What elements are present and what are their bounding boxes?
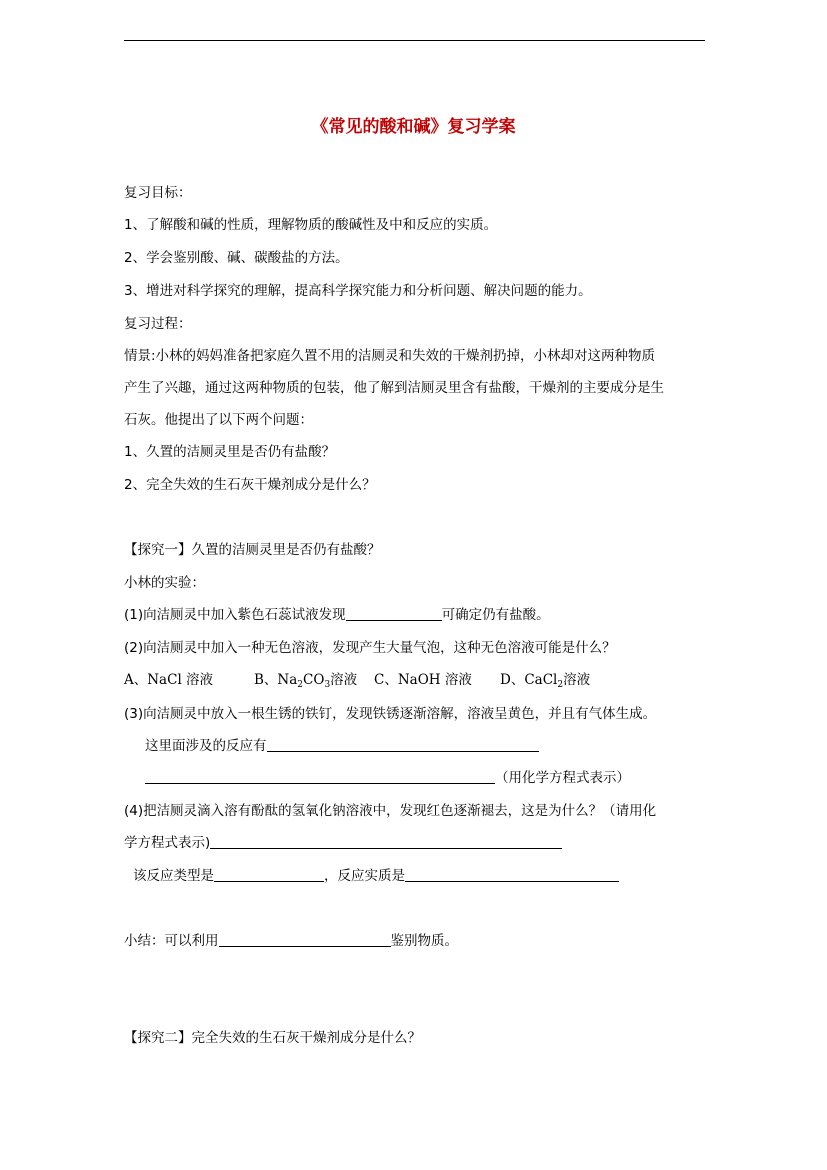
q3-reaction-label: 这里面涉及的反应有 — [145, 738, 267, 754]
summary-blank[interactable] — [219, 933, 391, 947]
q3-reaction-line-2 — [145, 768, 630, 788]
q3-line: (3)向洁厕灵中放入一根生锈的铁钉，发现铁锈逐渐溶解，溶液呈黄色，并且有气体生成。 — [124, 706, 657, 722]
summary-text-after: 鉴别物质。 — [390, 933, 458, 949]
explore1-heading: 【探究一】久置的洁厕灵里是否仍有盐酸？ — [124, 542, 381, 558]
q2-line: (2)向洁厕灵中加入一种无色溶液，发现产生大量气泡，这种无色溶液可能是什么？ — [124, 640, 616, 656]
q1-line — [124, 605, 550, 625]
scenario-line-1: 情景:小林的妈妈准备把家庭久置不用的洁厕灵和失效的干燥剂扔掉，小林却对这两种物质 — [124, 348, 656, 364]
goals-heading: 复习目标： — [124, 185, 192, 201]
option-a: A、NaCl 溶液 — [124, 672, 214, 688]
question-2: 2、完全失效的生石灰干燥剂成分是什么？ — [124, 477, 376, 493]
goal-item-1: 1、了解酸和碱的性质，理解物质的酸碱性及中和反应的实质。 — [124, 217, 498, 233]
q1-text-before: (1)向洁厕灵中加入紫色石蕊试液发现 — [124, 607, 346, 623]
process-heading: 复习过程： — [124, 316, 192, 332]
q3-reaction-line — [145, 736, 539, 756]
goal-item-2: 2、学会鉴别酸、碱、碳酸盐的方法。 — [124, 250, 349, 266]
q4-type-label: 该反应类型是 — [133, 868, 214, 884]
q4-line-1: (4)把洁厕灵滴入溶有酚酞的氢氧化钠溶液中，发现红色逐渐褪去，这是为什么？（请用化 — [124, 803, 657, 819]
goal-item-3: 3、增进对科学探究的理解，提高科学探究能力和分析问题、解决问题的能力。 — [124, 283, 592, 299]
q3-reaction-blank-2[interactable] — [145, 770, 495, 784]
q4-essence-blank[interactable] — [405, 868, 619, 882]
scenario-line-2: 产生了兴趣，通过这两种物质的包装，他了解到洁厕灵里含有盐酸，干燥剂的主要成分是生 — [124, 380, 664, 396]
option-d: D、CaCl$_2$溶液 — [500, 672, 591, 690]
q4-line-2-text: 学方程式表示) — [124, 835, 211, 851]
options-line — [124, 670, 590, 695]
q4-type-line — [133, 866, 619, 886]
summary-text-before: 小结：可以利用 — [124, 933, 219, 949]
q4-essence-label: ，反应实质是 — [324, 868, 405, 884]
summary-line — [124, 931, 458, 951]
page-title: 《常见的酸和碱》复习学案 — [311, 117, 516, 137]
explore2-heading: 【探究二】完全失效的生石灰干燥剂成分是什么？ — [124, 1030, 421, 1046]
q4-equation-blank[interactable] — [210, 835, 562, 849]
header-rule — [124, 40, 705, 41]
q1-text-after: 可确定仍有盐酸。 — [441, 607, 550, 623]
option-b: B、$Na_2CO_3$溶液 — [254, 672, 358, 690]
q3-equation-note: （用化学方程式表示） — [495, 770, 630, 786]
question-1: 1、久置的洁厕灵里是否仍有盐酸？ — [124, 444, 336, 460]
q3-reaction-blank-1[interactable] — [267, 738, 539, 752]
q4-line-2 — [124, 833, 562, 853]
q4-type-blank[interactable] — [214, 868, 324, 882]
option-c: C、NaOH 溶液 — [374, 672, 472, 688]
q1-answer-blank[interactable] — [346, 607, 442, 621]
scenario-line-3: 石灰。他提出了以下两个问题： — [124, 412, 313, 428]
explore1-intro: 小林的实验： — [124, 575, 205, 591]
